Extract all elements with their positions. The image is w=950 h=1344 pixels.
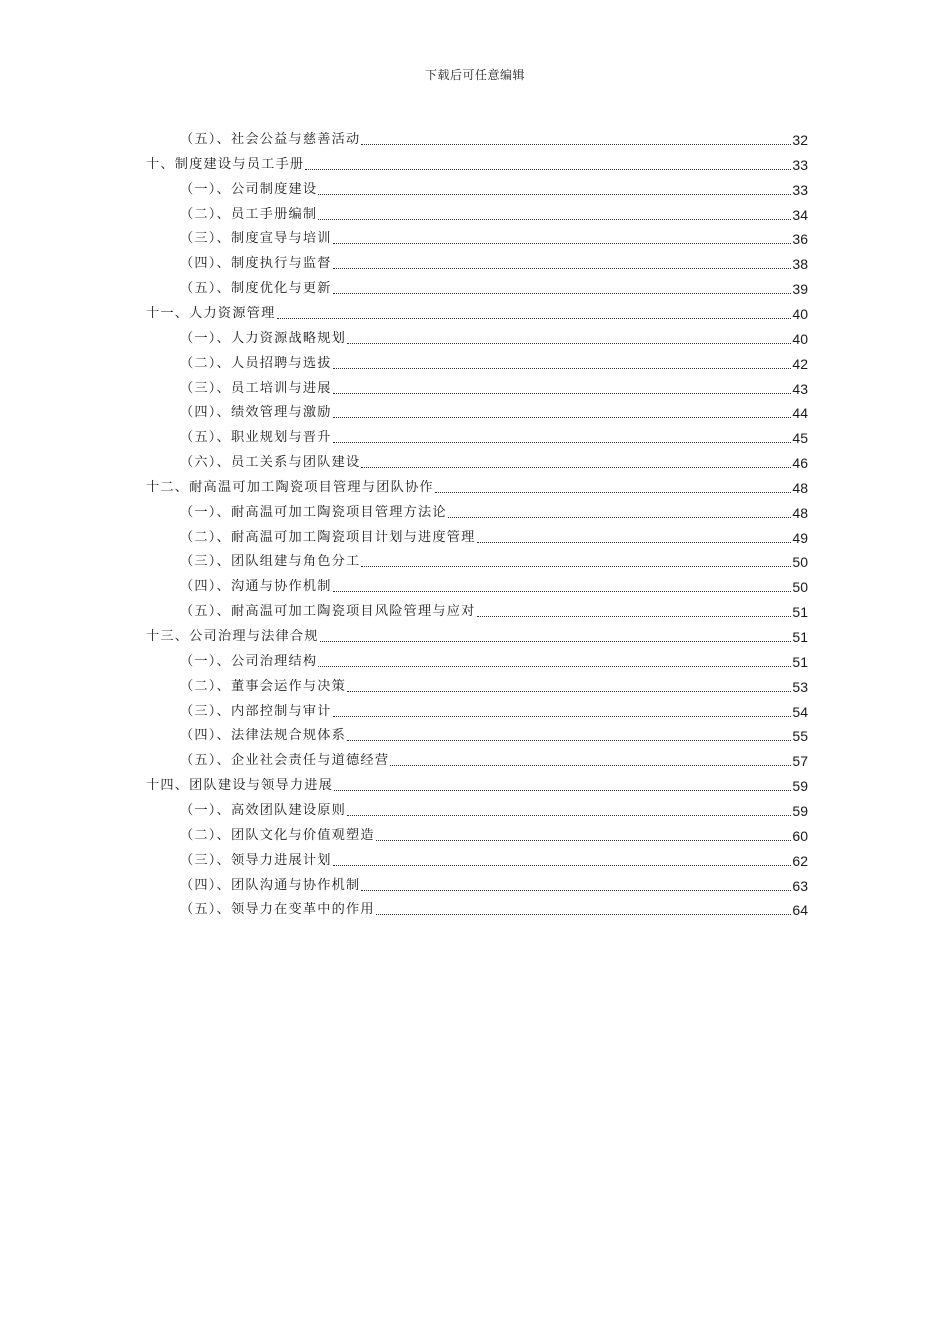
toc-entry-title: 十四、团队建设与领导力进展 [146, 778, 334, 794]
toc-entry-title: （四）、制度执行与监督 [180, 256, 332, 272]
toc-entry-title: （三）、制度宣导与培训 [180, 231, 332, 247]
toc-dot-leader [347, 342, 791, 344]
toc-entry-title: （四）、法律法规合规体系 [180, 728, 347, 744]
toc-entry-title: （三）、领导力进展计划 [180, 852, 332, 868]
toc-section-entry[interactable] [180, 548, 808, 570]
toc-page-number: 50 [792, 554, 808, 571]
toc-dot-leader [333, 864, 792, 866]
toc-dot-leader [318, 218, 791, 220]
toc-section-entry[interactable] [180, 350, 808, 372]
toc-dot-leader [347, 739, 791, 741]
toc-dot-leader [333, 590, 792, 592]
toc-chapter-entry[interactable] [146, 772, 808, 794]
toc-section-entry[interactable] [180, 399, 808, 421]
toc-page-number: 38 [792, 256, 808, 273]
toc-dot-leader [318, 193, 791, 195]
toc-page-number: 51 [792, 629, 808, 645]
toc-dot-leader [435, 491, 792, 493]
toc-entry-title: 十三、公司治理与法律合规 [146, 629, 319, 644]
toc-dot-leader [361, 565, 791, 567]
toc-entry-title: （三）、团队组建与角色分工 [180, 554, 361, 570]
toc-entry-title: （二）、董事会运作与决策 [180, 678, 347, 694]
toc-entry-title: 十二、耐高温可加工陶瓷项目管理与团队协作 [146, 479, 434, 495]
toc-section-entry[interactable] [180, 847, 808, 869]
toc-entry-title: （一）、公司治理结构 [180, 653, 318, 669]
toc-page-number: 45 [792, 430, 808, 447]
toc-entry-title: （一）、耐高温可加工陶瓷项目管理方法论 [180, 504, 447, 520]
toc-dot-leader [320, 640, 792, 642]
toc-page-number: 42 [792, 355, 808, 372]
toc-entry-title: （二）、团队文化与价值观塑造 [180, 827, 375, 843]
toc-entry-title: （五）、领导力在变革中的作用 [180, 902, 375, 918]
toc-entry-title: （一）、人力资源战略规划 [180, 330, 347, 346]
toc-page-number: 48 [792, 504, 808, 521]
toc-entry-title: （六）、员工关系与团队建设 [180, 455, 361, 471]
toc-dot-leader [361, 889, 791, 891]
toc-dot-leader [333, 715, 792, 717]
toc-entry-title: （一）、公司制度建设 [180, 181, 318, 197]
toc-entry-title: （五）、制度优化与更新 [180, 281, 332, 297]
toc-section-entry[interactable] [180, 250, 808, 272]
toc-dot-leader [333, 392, 792, 394]
toc-page-number: 43 [792, 380, 808, 397]
toc-section-entry[interactable] [180, 896, 808, 918]
toc-dot-leader [361, 466, 791, 468]
toc-section-entry[interactable] [180, 424, 808, 446]
toc-entry-title: （五）、企业社会责任与道德经营 [180, 753, 390, 769]
toc-section-entry[interactable] [180, 325, 808, 347]
toc-dot-leader [333, 441, 792, 443]
toc-page-number: 48 [792, 479, 808, 496]
toc-dot-leader [333, 267, 792, 269]
toc-dot-leader [390, 764, 791, 766]
toc-section-entry[interactable] [180, 722, 808, 744]
toc-entry-title: 十、制度建设与员工手册 [146, 156, 305, 172]
toc-page-number: 53 [792, 678, 808, 695]
toc-section-entry[interactable] [180, 449, 808, 471]
toc-page-number: 59 [792, 778, 808, 795]
toc-entry-title: （四）、沟通与协作机制 [180, 579, 332, 595]
toc-section-entry[interactable] [180, 797, 808, 819]
toc-page-number: 46 [792, 455, 808, 472]
toc-entry-title: （五）、社会公益与慈善活动 [180, 132, 361, 147]
toc-dot-leader [347, 690, 791, 692]
toc-dot-leader [305, 168, 791, 170]
toc-page-number: 55 [792, 728, 808, 745]
toc-page-number: 44 [792, 405, 808, 422]
toc-entry-title: （一）、高效团队建设原则 [180, 802, 347, 818]
toc-page-number: 63 [792, 877, 808, 894]
toc-page-number: 34 [792, 206, 808, 223]
toc-page-number: 54 [792, 703, 808, 720]
toc-entry-title: （四）、团队沟通与协作机制 [180, 877, 361, 893]
toc-entry-title: （三）、员工培训与进展 [180, 380, 332, 396]
toc-section-entry[interactable] [180, 598, 808, 620]
toc-entry-title: （二）、人员招聘与选拔 [180, 355, 332, 371]
toc-entry-title: 十一、人力资源管理 [146, 305, 276, 321]
toc-dot-leader [318, 665, 791, 667]
toc-dot-leader [477, 541, 792, 543]
toc-section-entry[interactable] [180, 126, 808, 148]
toc-page-number: 33 [792, 156, 808, 173]
toc-section-entry[interactable] [180, 698, 808, 720]
toc-section-entry[interactable] [180, 747, 808, 769]
toc-entry-title: （五）、耐高温可加工陶瓷项目风险管理与应对 [180, 604, 476, 620]
toc-page-number: 49 [792, 529, 808, 546]
toc-page-number: 32 [792, 132, 808, 148]
toc-dot-leader [333, 367, 792, 369]
toc-entry-title: （四）、绩效管理与激励 [180, 405, 332, 421]
toc-entry-title: （五）、职业规划与晋升 [180, 430, 332, 446]
toc-dot-leader [448, 516, 792, 518]
toc-chapter-entry[interactable] [146, 151, 808, 173]
toc-page-number: 64 [792, 902, 808, 919]
toc-section-entry[interactable] [180, 225, 808, 247]
toc-section-entry[interactable] [180, 176, 808, 198]
toc-dot-leader [333, 292, 792, 294]
toc-dot-leader [334, 789, 791, 791]
toc-dot-leader [477, 615, 792, 617]
toc-page-number: 50 [792, 579, 808, 596]
toc-page-number: 51 [792, 604, 808, 621]
toc-section-entry[interactable] [180, 648, 808, 670]
toc-dot-leader [347, 814, 791, 816]
toc-dot-leader [277, 317, 792, 319]
toc-page-number: 57 [792, 753, 808, 770]
toc-section-entry[interactable] [180, 375, 808, 397]
toc-section-entry[interactable] [180, 573, 808, 595]
toc-dot-leader [333, 416, 792, 418]
toc-section-entry[interactable] [180, 822, 808, 844]
toc-section-entry[interactable] [180, 201, 808, 223]
toc-section-entry[interactable] [180, 872, 808, 894]
page-header: 下载后可任意编辑 [424, 68, 525, 82]
toc-section-entry[interactable] [180, 275, 808, 297]
toc-chapter-entry[interactable] [146, 474, 808, 496]
toc-chapter-entry[interactable] [146, 300, 808, 322]
toc-dot-leader [361, 143, 791, 145]
toc-section-entry[interactable] [180, 524, 808, 546]
toc-chapter-entry[interactable] [146, 623, 808, 645]
toc-page-number: 60 [792, 827, 808, 844]
toc-dot-leader [333, 242, 792, 244]
toc-page-number: 36 [792, 231, 808, 248]
toc-page-number: 39 [792, 281, 808, 298]
toc-section-entry[interactable] [180, 499, 808, 521]
toc-section-entry[interactable] [180, 673, 808, 695]
toc-page-number: 40 [792, 305, 808, 322]
toc-entry-title: （二）、员工手册编制 [180, 206, 318, 222]
toc-page-number: 62 [792, 852, 808, 869]
toc-entry-title: （二）、耐高温可加工陶瓷项目计划与进度管理 [180, 529, 476, 545]
toc-page-number: 33 [792, 181, 808, 198]
toc-page-number: 51 [792, 653, 808, 670]
toc-dot-leader [376, 839, 792, 841]
toc-entry-title: （三）、内部控制与审计 [180, 703, 332, 719]
toc-dot-leader [376, 913, 792, 915]
toc-page-number: 40 [792, 330, 808, 347]
toc-page-number: 59 [792, 802, 808, 819]
